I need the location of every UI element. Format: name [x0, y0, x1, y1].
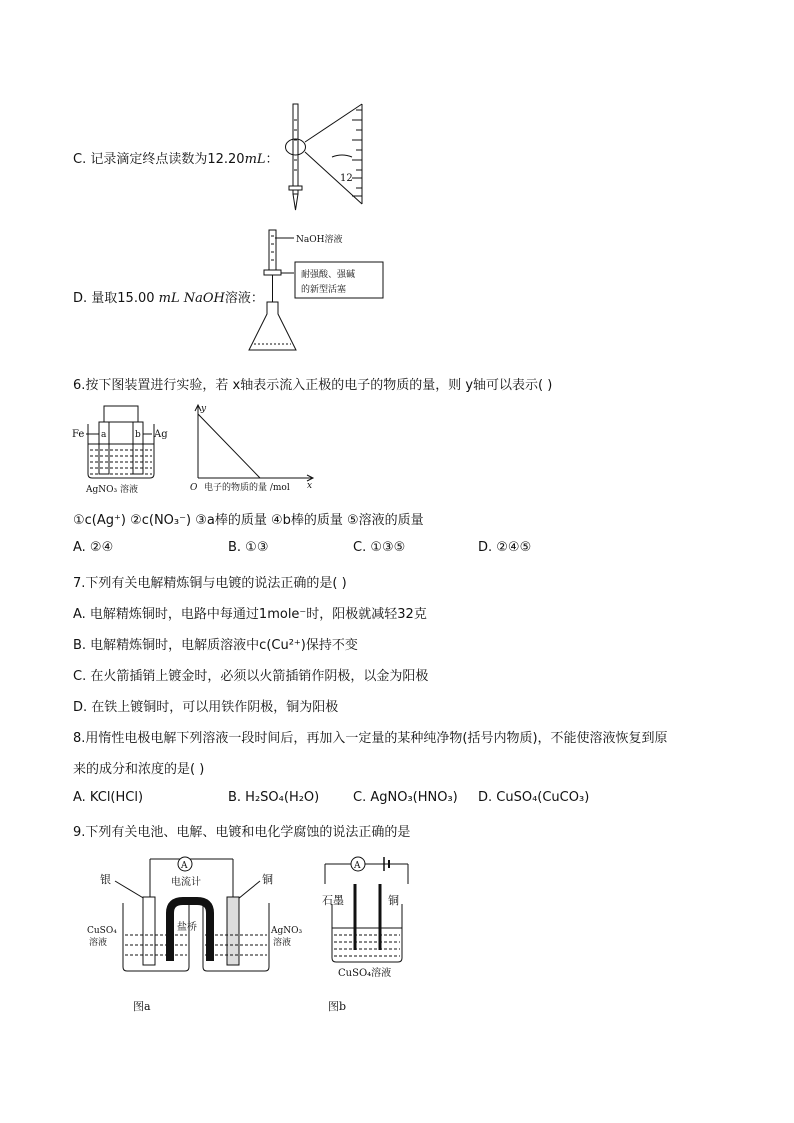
silver-electrode [143, 897, 155, 965]
q8-stem-line1: 8.用惰性电极电解下列溶液一段时间后，再加入一定量的某种纯净物(括号内物质)，不能使溶液恢复到原 [73, 731, 668, 746]
q6-x-label: 电子的物质的量 /mol [204, 483, 290, 493]
q5-option-c-text: C. 记录滴定终点读数为12.20 [73, 152, 245, 167]
q5-option-c-unit: mL [244, 152, 266, 167]
figure-b-electrolytic-cell [320, 852, 420, 1022]
fig-a-caption: 图a [133, 1000, 151, 1013]
q7-option-b[interactable]: B. 电解精炼铜时，电解质溶液中c(Cu²⁺)保持不变 [73, 638, 358, 653]
naoh-label: NaOH溶液 [296, 235, 343, 245]
fig-a-right-solution-1: AgNO₃ [271, 926, 303, 936]
fig-b-solution-label: CuSO₄溶液 [338, 968, 392, 979]
naoh-burette-figure [252, 226, 392, 361]
q5-option-d-expr: mL NaOH [158, 291, 225, 306]
burette-scale-label: 12 [340, 173, 353, 184]
fig-b-copper-label: 铜 [388, 894, 399, 907]
q8-stem-line2: 来的成分和浓度的是( ) [73, 762, 205, 777]
q5-option-d-text: D. 量取15.00 [73, 291, 159, 306]
q8-option-c[interactable]: C. AgNO₃(HNO₃) [353, 790, 458, 805]
q7-option-a[interactable]: A. 电解精炼铜时，电路中每通过1mole⁻时，阳极就减轻32克 [73, 607, 427, 622]
fig-b-caption: 图b [328, 1000, 347, 1013]
q6-axis-y-label: y [201, 404, 207, 414]
reading-circle [286, 139, 306, 155]
burette-stopcock [289, 186, 302, 190]
q8-option-d[interactable]: D. CuSO₄(CuCO₃) [478, 790, 590, 805]
q6-stem: 6.按下图装置进行实验，若 x轴表示流入正极的电子的物质的量，则 y轴可以表示( ) [73, 378, 553, 393]
q6-line-chart [188, 402, 318, 494]
q5-option-c [73, 148, 279, 167]
stopcock-note-2: 的新型活塞 [301, 285, 347, 295]
fig-b-graphite-label: 石墨 [322, 894, 344, 907]
fig-b-meter-symbol: A [354, 861, 361, 871]
q6-option-d[interactable]: D. ②④⑤ [478, 540, 532, 555]
q6-option-c[interactable]: C. ①③⑤ [353, 540, 406, 555]
q6-option-a[interactable]: A. ②④ [73, 540, 114, 555]
fig-a-left-solution-2: 溶液 [89, 938, 108, 948]
label-a: a [101, 430, 107, 440]
fig-a-right-solution-2: 溶液 [273, 938, 292, 948]
fig-a-copper-label: 铜 [262, 873, 273, 886]
q6-origin-label: O [190, 483, 198, 493]
q7-stem: 7.下列有关电解精炼铜与电镀的说法正确的是( ) [73, 576, 347, 591]
electrolyte-label: AgNO₃ 溶液 [86, 485, 138, 495]
burette-reading-figure [280, 100, 380, 215]
q7-option-c[interactable]: C. 在火箭插销上镀金时，必须以火箭插销作阴极，以金为阳极 [73, 669, 429, 684]
conical-flask [249, 302, 296, 350]
burette-tube [293, 104, 298, 194]
fig-a-left-solution-1: CuSO₄ [87, 926, 117, 936]
q7-option-d[interactable]: D. 在铁上镀铜时，可以用铁作阴极，铜为阳极 [73, 700, 339, 715]
fig-a-left-beaker [123, 903, 189, 971]
q6-items: ①c(Ag⁺) ②c(NO₃⁻) ③a棒的质量 ④b棒的质量 ⑤溶液的质量 [73, 513, 424, 528]
q9-stem: 9.下列有关电池、电解、电镀和电化学腐蚀的说法正确的是 [73, 825, 411, 840]
stopcock-note-1: 耐强酸、强碱 [301, 270, 356, 280]
fig-a-silver-label: 银 [100, 873, 111, 886]
q5-option-c-tail: ： [265, 152, 279, 167]
label-fe: Fe [72, 429, 85, 440]
q6-axis-x-label: x [307, 481, 313, 491]
q8-option-a[interactable]: A. KCl(HCl) [73, 790, 144, 805]
q6-series-line [198, 414, 260, 478]
label-ag: Ag [154, 429, 168, 440]
q6-cell-figure [72, 404, 182, 496]
q6-option-b[interactable]: B. ①③ [228, 540, 269, 555]
q5-option-d-tail: 溶液： [224, 291, 264, 306]
q8-option-b[interactable]: B. H₂SO₄(H₂O) [228, 790, 320, 805]
fig-a-meter-label: 电流计 [171, 877, 201, 888]
figure-a-galvanic-cell [85, 855, 310, 1020]
q6-beaker [88, 424, 154, 478]
fig-a-salt-bridge-label: 盐桥 [177, 922, 197, 933]
fig-b-beaker [332, 904, 402, 962]
fig-a-meter-symbol: A [181, 861, 188, 871]
label-b: b [135, 430, 141, 440]
q5-option-d [73, 287, 264, 306]
